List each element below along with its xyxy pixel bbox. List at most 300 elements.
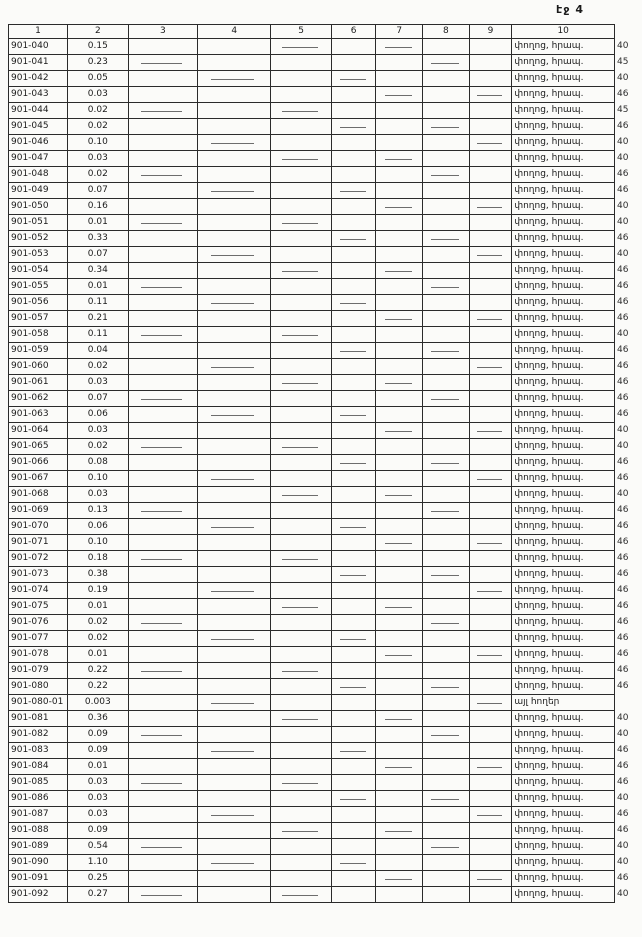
empty-cell — [423, 551, 470, 567]
empty-cell — [423, 519, 470, 535]
empty-cell — [469, 727, 512, 743]
margin-number — [615, 695, 642, 711]
margin-number: 40 — [617, 217, 629, 227]
table-row — [9, 135, 642, 151]
empty-cell — [271, 567, 331, 583]
table-row — [9, 151, 642, 167]
table-row — [9, 535, 642, 551]
empty-cell — [198, 583, 271, 599]
table-row — [9, 647, 642, 663]
table-row — [9, 215, 642, 231]
area-value-cell: 0.23 — [67, 55, 128, 71]
empty-cell — [376, 471, 423, 487]
empty-cell — [331, 151, 376, 167]
margin-number: 46 — [617, 745, 629, 755]
empty-cell — [469, 743, 512, 759]
land-use-cell: փողոց, հրապ. — [512, 535, 615, 551]
parcel-code-cell: 901-061 — [9, 375, 68, 391]
empty-cell — [331, 871, 376, 887]
empty-cell — [376, 311, 423, 327]
parcel-code-cell: 901-042 — [9, 71, 68, 87]
land-use-cell: փողոց, հրապ. — [512, 391, 615, 407]
parcel-code-cell: 901-080 — [9, 679, 68, 695]
empty-cell — [331, 631, 376, 647]
margin-number: 46 — [617, 521, 629, 531]
empty-cell — [423, 887, 470, 903]
table-row — [9, 807, 642, 823]
table-row — [9, 775, 642, 791]
empty-cell — [331, 391, 376, 407]
column-header-5: 5 — [271, 25, 331, 39]
empty-cell — [376, 439, 423, 455]
area-value-cell: 0.03 — [67, 87, 128, 103]
empty-cell — [128, 823, 197, 839]
empty-cell — [271, 583, 331, 599]
area-value-cell: 0.38 — [67, 567, 128, 583]
land-use-cell: փողոց, հրապ. — [512, 839, 615, 855]
area-value-cell: 0.01 — [67, 279, 128, 295]
parcel-code-cell: 901-081 — [9, 711, 68, 727]
empty-cell — [271, 503, 331, 519]
land-use-cell: փողոց, հրապ. — [512, 471, 615, 487]
parcel-code-cell: 901-066 — [9, 455, 68, 471]
empty-cell — [198, 39, 271, 55]
empty-cell — [331, 407, 376, 423]
empty-cell — [376, 615, 423, 631]
empty-cell — [271, 743, 331, 759]
parcel-code-cell: 901-056 — [9, 295, 68, 311]
parcel-code-cell: 901-089 — [9, 839, 68, 855]
empty-cell — [271, 695, 331, 711]
margin-number: 46 — [617, 233, 629, 243]
empty-cell — [128, 439, 197, 455]
land-use-cell: փողոց, հրապ. — [512, 215, 615, 231]
empty-cell — [469, 551, 512, 567]
empty-cell — [198, 503, 271, 519]
empty-cell — [331, 791, 376, 807]
parcel-code-cell: 901-071 — [9, 535, 68, 551]
empty-cell — [271, 343, 331, 359]
land-use-cell: փողոց, հրապ. — [512, 311, 615, 327]
empty-cell — [271, 167, 331, 183]
empty-cell — [128, 343, 197, 359]
empty-cell — [128, 183, 197, 199]
empty-cell — [423, 535, 470, 551]
empty-cell — [271, 311, 331, 327]
area-value-cell: 0.54 — [67, 839, 128, 855]
empty-cell — [469, 215, 512, 231]
parcel-code-cell: 901-074 — [9, 583, 68, 599]
empty-cell — [128, 103, 197, 119]
empty-cell — [331, 167, 376, 183]
empty-cell — [376, 295, 423, 311]
margin-number: 40 — [617, 73, 629, 83]
empty-cell — [376, 183, 423, 199]
empty-cell — [198, 615, 271, 631]
empty-cell — [423, 775, 470, 791]
parcel-code-cell: 901-090 — [9, 855, 68, 871]
table-row — [9, 887, 642, 903]
margin-number: 40 — [617, 425, 629, 435]
margin-number: 40 — [617, 41, 629, 51]
empty-cell — [469, 391, 512, 407]
empty-cell — [128, 807, 197, 823]
empty-cell — [469, 887, 512, 903]
empty-cell — [331, 647, 376, 663]
column-header-4: 4 — [198, 25, 271, 39]
table-row — [9, 791, 642, 807]
table-row — [9, 823, 642, 839]
table-row — [9, 423, 642, 439]
empty-cell — [469, 231, 512, 247]
land-use-cell: փողոց, հրապ. — [512, 631, 615, 647]
empty-cell — [423, 71, 470, 87]
empty-cell — [271, 791, 331, 807]
table-row — [9, 391, 642, 407]
empty-cell — [331, 855, 376, 871]
empty-cell — [198, 199, 271, 215]
empty-cell — [198, 55, 271, 71]
empty-cell — [376, 231, 423, 247]
empty-cell — [128, 391, 197, 407]
area-value-cell: 0.07 — [67, 247, 128, 263]
empty-cell — [331, 279, 376, 295]
parcel-code-cell: 901-057 — [9, 311, 68, 327]
land-use-cell: փողոց, հրապ. — [512, 599, 615, 615]
table-row — [9, 103, 642, 119]
empty-cell — [331, 359, 376, 375]
area-value-cell: 0.03 — [67, 775, 128, 791]
table-row — [9, 295, 642, 311]
area-value-cell: 0.18 — [67, 551, 128, 567]
empty-cell — [128, 151, 197, 167]
empty-cell — [271, 55, 331, 71]
empty-cell — [128, 231, 197, 247]
empty-cell — [331, 487, 376, 503]
empty-cell — [376, 375, 423, 391]
empty-cell — [198, 823, 271, 839]
empty-cell — [331, 215, 376, 231]
margin-number: 46 — [617, 505, 629, 515]
area-value-cell: 0.03 — [67, 375, 128, 391]
empty-cell — [128, 727, 197, 743]
area-value-cell: 0.05 — [67, 71, 128, 87]
empty-cell — [469, 183, 512, 199]
margin-number: 46 — [617, 121, 629, 131]
land-use-cell: փողոց, հրապ. — [512, 503, 615, 519]
empty-cell — [423, 263, 470, 279]
empty-cell — [128, 39, 197, 55]
empty-cell — [128, 887, 197, 903]
area-value-cell: 0.11 — [67, 327, 128, 343]
empty-cell — [198, 247, 271, 263]
table-row — [9, 855, 642, 871]
area-value-cell: 0.03 — [67, 791, 128, 807]
land-use-cell: փողոց, հրապ. — [512, 791, 615, 807]
empty-cell — [423, 567, 470, 583]
empty-cell — [198, 439, 271, 455]
empty-cell — [423, 215, 470, 231]
area-value-cell: 0.13 — [67, 503, 128, 519]
empty-cell — [271, 519, 331, 535]
empty-cell — [128, 359, 197, 375]
table-row — [9, 839, 642, 855]
empty-cell — [376, 359, 423, 375]
area-value-cell: 0.33 — [67, 231, 128, 247]
empty-cell — [128, 535, 197, 551]
empty-cell — [198, 279, 271, 295]
margin-number: 46 — [617, 345, 629, 355]
empty-cell — [128, 263, 197, 279]
empty-cell — [376, 791, 423, 807]
margin-number: 46 — [617, 601, 629, 611]
empty-cell — [423, 759, 470, 775]
empty-cell — [271, 279, 331, 295]
empty-cell — [423, 679, 470, 695]
empty-cell — [128, 247, 197, 263]
margin-number: 46 — [617, 169, 629, 179]
parcel-code-cell: 901-058 — [9, 327, 68, 343]
empty-cell — [423, 343, 470, 359]
empty-cell — [271, 615, 331, 631]
empty-cell — [469, 407, 512, 423]
empty-cell — [376, 103, 423, 119]
empty-cell — [128, 407, 197, 423]
empty-cell — [423, 823, 470, 839]
empty-cell — [271, 407, 331, 423]
empty-cell — [331, 823, 376, 839]
area-value-cell: 0.03 — [67, 807, 128, 823]
empty-cell — [376, 823, 423, 839]
empty-cell — [469, 535, 512, 551]
empty-cell — [331, 295, 376, 311]
empty-cell — [376, 55, 423, 71]
empty-cell — [271, 727, 331, 743]
table-row — [9, 711, 642, 727]
empty-cell — [376, 423, 423, 439]
empty-cell — [128, 375, 197, 391]
table-row — [9, 359, 642, 375]
empty-cell — [331, 311, 376, 327]
empty-cell — [376, 71, 423, 87]
table-row — [9, 679, 642, 695]
margin-number: 46 — [617, 633, 629, 643]
land-use-cell: փողոց, հրապ. — [512, 279, 615, 295]
land-use-cell: փողոց, հրապ. — [512, 647, 615, 663]
area-value-cell: 0.01 — [67, 759, 128, 775]
parcel-code-cell: 901-082 — [9, 727, 68, 743]
empty-cell — [198, 759, 271, 775]
empty-cell — [198, 599, 271, 615]
column-header-7: 7 — [376, 25, 423, 39]
area-value-cell: 0.22 — [67, 679, 128, 695]
empty-cell — [331, 87, 376, 103]
empty-cell — [376, 167, 423, 183]
empty-cell — [331, 807, 376, 823]
empty-cell — [469, 775, 512, 791]
empty-cell — [128, 279, 197, 295]
margin-number: 46 — [617, 537, 629, 547]
land-use-cell: փողոց, հրապ. — [512, 519, 615, 535]
empty-cell — [469, 71, 512, 87]
table-row — [9, 407, 642, 423]
empty-cell — [469, 791, 512, 807]
column-header-9: 9 — [469, 25, 512, 39]
parcel-code-cell: 901-068 — [9, 487, 68, 503]
land-use-cell: փողոց, հրապ. — [512, 231, 615, 247]
empty-cell — [198, 215, 271, 231]
empty-cell — [198, 343, 271, 359]
land-use-cell: փողոց, հրապ. — [512, 247, 615, 263]
empty-cell — [128, 711, 197, 727]
empty-cell — [128, 487, 197, 503]
empty-cell — [423, 583, 470, 599]
table-row — [9, 519, 642, 535]
margin-number: 46 — [617, 777, 629, 787]
parcel-code-cell: 901-079 — [9, 663, 68, 679]
empty-cell — [128, 311, 197, 327]
empty-cell — [376, 679, 423, 695]
empty-cell — [423, 455, 470, 471]
parcel-code-cell: 901-051 — [9, 215, 68, 231]
parcel-code-cell: 901-047 — [9, 151, 68, 167]
parcel-code-cell: 901-059 — [9, 343, 68, 359]
empty-cell — [423, 87, 470, 103]
empty-cell — [128, 327, 197, 343]
land-use-cell: փողոց, հրապ. — [512, 183, 615, 199]
empty-cell — [376, 775, 423, 791]
empty-cell — [128, 551, 197, 567]
margin-number: 46 — [617, 569, 629, 579]
land-use-cell: փողոց, հրապ. — [512, 295, 615, 311]
empty-cell — [423, 375, 470, 391]
empty-cell — [128, 167, 197, 183]
empty-cell — [469, 583, 512, 599]
empty-cell — [376, 87, 423, 103]
area-value-cell: 0.09 — [67, 743, 128, 759]
empty-cell — [376, 487, 423, 503]
parcel-code-cell: 901-084 — [9, 759, 68, 775]
table-row — [9, 119, 642, 135]
margin-number: 46 — [617, 361, 629, 371]
land-use-cell: փողոց, հրապ. — [512, 199, 615, 215]
empty-cell — [469, 695, 512, 711]
parcel-code-cell: 901-091 — [9, 871, 68, 887]
empty-cell — [128, 679, 197, 695]
table-row — [9, 183, 642, 199]
empty-cell — [423, 487, 470, 503]
empty-cell — [128, 135, 197, 151]
empty-cell — [198, 167, 271, 183]
empty-cell — [198, 631, 271, 647]
empty-cell — [376, 807, 423, 823]
margin-number: 46 — [617, 377, 629, 387]
empty-cell — [331, 55, 376, 71]
land-use-cell: փողոց, հրապ. — [512, 119, 615, 135]
empty-cell — [469, 711, 512, 727]
empty-cell — [423, 439, 470, 455]
empty-cell — [128, 839, 197, 855]
area-value-cell: 0.06 — [67, 407, 128, 423]
table-row — [9, 759, 642, 775]
margin-number: 40 — [617, 857, 629, 867]
land-use-cell: փողոց, հրապ. — [512, 567, 615, 583]
empty-cell — [376, 119, 423, 135]
empty-cell — [271, 103, 331, 119]
margin-number: 46 — [617, 617, 629, 627]
table-row — [9, 551, 642, 567]
margin-number: 46 — [617, 313, 629, 323]
empty-cell — [469, 135, 512, 151]
empty-cell — [128, 871, 197, 887]
table-row — [9, 727, 642, 743]
table-row — [9, 631, 642, 647]
empty-cell — [376, 631, 423, 647]
empty-cell — [469, 631, 512, 647]
empty-cell — [331, 583, 376, 599]
area-value-cell: 0.22 — [67, 663, 128, 679]
parcel-code-cell: 901-060 — [9, 359, 68, 375]
empty-cell — [469, 295, 512, 311]
empty-cell — [331, 231, 376, 247]
empty-cell — [198, 407, 271, 423]
empty-cell — [271, 295, 331, 311]
empty-cell — [469, 567, 512, 583]
land-use-cell: փողոց, հրապ. — [512, 263, 615, 279]
empty-cell — [331, 439, 376, 455]
empty-cell — [423, 423, 470, 439]
empty-cell — [469, 487, 512, 503]
empty-cell — [331, 567, 376, 583]
land-use-cell: փողոց, հրապ. — [512, 151, 615, 167]
area-value-cell: 0.07 — [67, 391, 128, 407]
parcel-code-cell: 901-053 — [9, 247, 68, 263]
area-value-cell: 0.25 — [67, 871, 128, 887]
empty-cell — [271, 423, 331, 439]
empty-cell — [271, 887, 331, 903]
area-value-cell: 0.10 — [67, 471, 128, 487]
parcel-code-cell: 901-075 — [9, 599, 68, 615]
empty-cell — [198, 647, 271, 663]
empty-cell — [271, 215, 331, 231]
column-header-6: 6 — [331, 25, 376, 39]
table-header — [9, 25, 642, 39]
empty-cell — [423, 295, 470, 311]
empty-cell — [128, 471, 197, 487]
table-row — [9, 199, 642, 215]
margin-number: 46 — [617, 649, 629, 659]
empty-cell — [469, 423, 512, 439]
area-value-cell: 0.15 — [67, 39, 128, 55]
empty-cell — [469, 375, 512, 391]
land-use-cell: փողոց, հրապ. — [512, 375, 615, 391]
empty-cell — [271, 39, 331, 55]
land-use-cell: փողոց, հրապ. — [512, 439, 615, 455]
table-row — [9, 871, 642, 887]
empty-cell — [423, 855, 470, 871]
empty-cell — [128, 791, 197, 807]
empty-cell — [198, 839, 271, 855]
parcel-code-cell: 901-070 — [9, 519, 68, 535]
margin-number: 40 — [617, 201, 629, 211]
land-use-cell: փողոց, հրապ. — [512, 455, 615, 471]
empty-cell — [271, 551, 331, 567]
empty-cell — [271, 87, 331, 103]
empty-cell — [469, 103, 512, 119]
empty-cell — [271, 263, 331, 279]
land-use-cell: այլ հողեր — [512, 695, 615, 711]
empty-cell — [128, 759, 197, 775]
